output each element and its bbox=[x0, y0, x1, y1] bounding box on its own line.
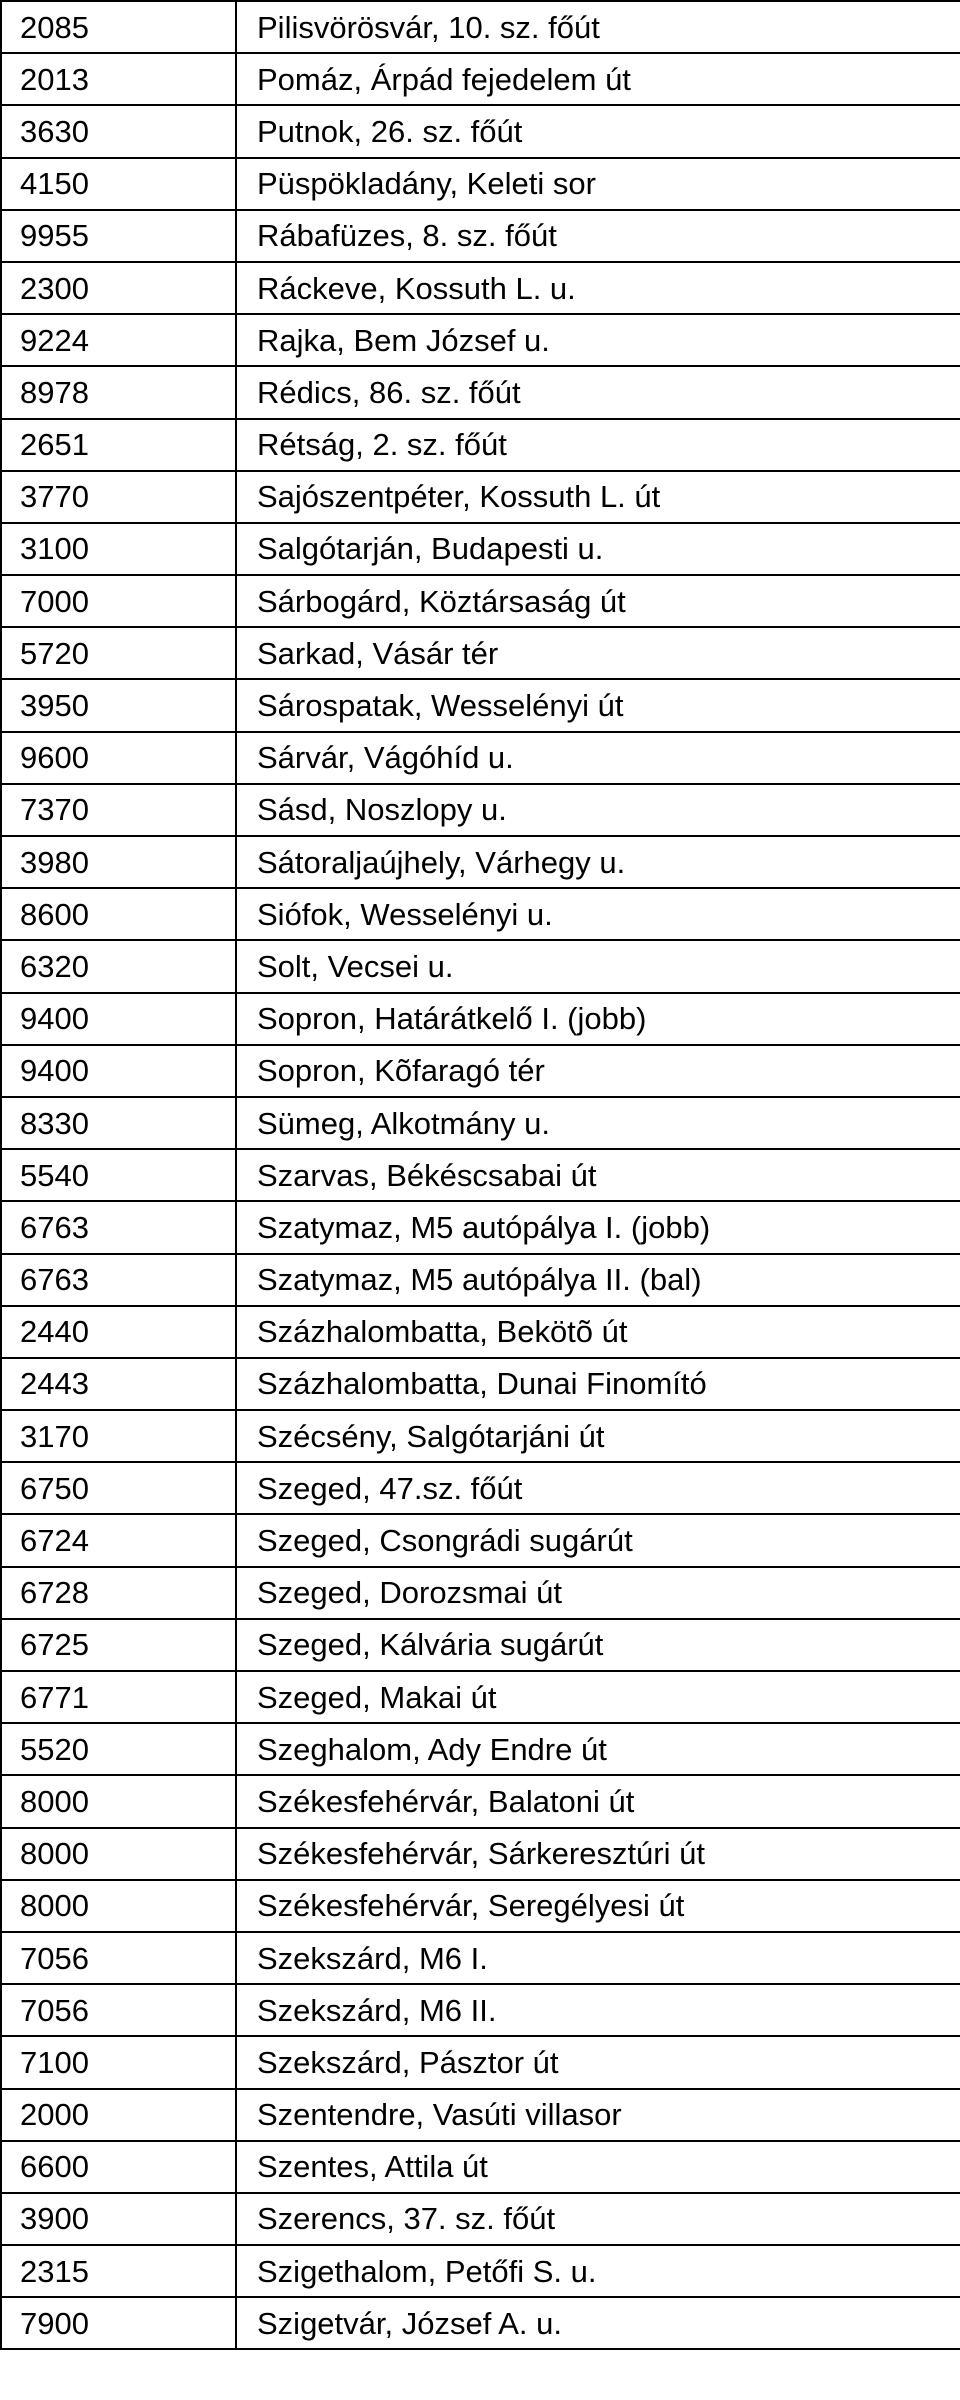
postal-code-cell: 6725 bbox=[1, 1619, 236, 1671]
table-row bbox=[1, 836, 960, 888]
table-row bbox=[1, 1254, 960, 1306]
table-row bbox=[1, 1984, 960, 2036]
table-row bbox=[1, 523, 960, 575]
postal-code-cell: 7000 bbox=[1, 575, 236, 627]
location-cell: Szigetvár, József A. u. bbox=[236, 2297, 960, 2349]
location-cell: Szatymaz, M5 autópálya I. (jobb) bbox=[236, 1201, 960, 1253]
table-row bbox=[1, 1671, 960, 1723]
location-cell: Székesfehérvár, Seregélyesi út bbox=[236, 1880, 960, 1932]
location-cell: Sopron, Kõfaragó tér bbox=[236, 1045, 960, 1097]
location-cell: Szigethalom, Petőfi S. u. bbox=[236, 2245, 960, 2297]
table-row bbox=[1, 993, 960, 1045]
table-row bbox=[1, 1567, 960, 1619]
postal-code-cell: 6724 bbox=[1, 1514, 236, 1566]
location-cell: Szekszárd, Pásztor út bbox=[236, 2036, 960, 2088]
postal-code-cell: 3170 bbox=[1, 1410, 236, 1462]
postal-code-cell: 6763 bbox=[1, 1201, 236, 1253]
postal-code-cell: 2085 bbox=[1, 1, 236, 53]
postal-code-cell: 2443 bbox=[1, 1358, 236, 1410]
location-cell: Putnok, 26. sz. főút bbox=[236, 105, 960, 157]
table-row bbox=[1, 1, 960, 53]
table-row bbox=[1, 1828, 960, 1880]
location-cell: Pomáz, Árpád fejedelem út bbox=[236, 53, 960, 105]
location-cell: Székesfehérvár, Sárkeresztúri út bbox=[236, 1828, 960, 1880]
postal-code-cell: 2315 bbox=[1, 2245, 236, 2297]
location-cell: Sajószentpéter, Kossuth L. út bbox=[236, 471, 960, 523]
table-row bbox=[1, 314, 960, 366]
location-cell: Székesfehérvár, Balatoni út bbox=[236, 1775, 960, 1827]
location-cell: Rajka, Bem József u. bbox=[236, 314, 960, 366]
postal-code-cell: 6763 bbox=[1, 1254, 236, 1306]
table-row bbox=[1, 2036, 960, 2088]
location-cell: Siófok, Wesselényi u. bbox=[236, 888, 960, 940]
table-row bbox=[1, 1880, 960, 1932]
location-cell: Szekszárd, M6 II. bbox=[236, 1984, 960, 2036]
table-row bbox=[1, 210, 960, 262]
table-row bbox=[1, 1045, 960, 1097]
location-cell: Szeged, Kálvária sugárút bbox=[236, 1619, 960, 1671]
location-cell: Rétság, 2. sz. főút bbox=[236, 419, 960, 471]
location-cell: Szeged, Dorozsmai út bbox=[236, 1567, 960, 1619]
postal-code-cell: 5520 bbox=[1, 1723, 236, 1775]
table-row bbox=[1, 679, 960, 731]
table-row bbox=[1, 471, 960, 523]
table-row bbox=[1, 158, 960, 210]
table-row bbox=[1, 1097, 960, 1149]
table-row bbox=[1, 1358, 960, 1410]
table-row bbox=[1, 627, 960, 679]
table-row bbox=[1, 262, 960, 314]
location-cell: Szarvas, Békéscsabai út bbox=[236, 1149, 960, 1201]
postal-code-cell: 9400 bbox=[1, 1045, 236, 1097]
postal-code-cell: 2300 bbox=[1, 262, 236, 314]
location-cell: Pilisvörösvár, 10. sz. főút bbox=[236, 1, 960, 53]
table-row bbox=[1, 732, 960, 784]
table-row bbox=[1, 1619, 960, 1671]
postal-code-cell: 7100 bbox=[1, 2036, 236, 2088]
postal-code-cell: 3770 bbox=[1, 471, 236, 523]
postal-code-cell: 4150 bbox=[1, 158, 236, 210]
location-cell: Rédics, 86. sz. főút bbox=[236, 366, 960, 418]
postal-code-cell: 8000 bbox=[1, 1775, 236, 1827]
postal-code-cell: 2651 bbox=[1, 419, 236, 471]
postal-code-cell: 6771 bbox=[1, 1671, 236, 1723]
table-row bbox=[1, 419, 960, 471]
location-cell: Szeged, Csongrádi sugárút bbox=[236, 1514, 960, 1566]
postal-code-cell: 2000 bbox=[1, 2089, 236, 2141]
table-row bbox=[1, 105, 960, 157]
postal-code-cell: 2013 bbox=[1, 53, 236, 105]
location-cell: Sarkad, Vásár tér bbox=[236, 627, 960, 679]
location-cell: Sárbogárd, Köztársaság út bbox=[236, 575, 960, 627]
postal-code-cell: 7900 bbox=[1, 2297, 236, 2349]
location-cell: Ráckeve, Kossuth L. u. bbox=[236, 262, 960, 314]
postal-code-cell: 3100 bbox=[1, 523, 236, 575]
location-cell: Sárvár, Vágóhíd u. bbox=[236, 732, 960, 784]
table-row bbox=[1, 2193, 960, 2245]
postal-code-cell: 9400 bbox=[1, 993, 236, 1045]
location-cell: Salgótarján, Budapesti u. bbox=[236, 523, 960, 575]
location-cell: Szeged, Makai út bbox=[236, 1671, 960, 1723]
postal-code-cell: 7370 bbox=[1, 784, 236, 836]
location-cell: Szeged, 47.sz. főút bbox=[236, 1462, 960, 1514]
postal-code-cell: 6320 bbox=[1, 940, 236, 992]
location-cell: Százhalombatta, Dunai Finomító bbox=[236, 1358, 960, 1410]
table-row bbox=[1, 888, 960, 940]
table-row bbox=[1, 1723, 960, 1775]
location-cell: Százhalombatta, Bekötõ út bbox=[236, 1306, 960, 1358]
table-row bbox=[1, 1410, 960, 1462]
location-cell: Szentes, Attila út bbox=[236, 2141, 960, 2193]
postal-code-cell: 9224 bbox=[1, 314, 236, 366]
location-cell: Sümeg, Alkotmány u. bbox=[236, 1097, 960, 1149]
postal-code-cell: 6600 bbox=[1, 2141, 236, 2193]
table-row bbox=[1, 2245, 960, 2297]
postal-code-cell: 9955 bbox=[1, 210, 236, 262]
table-row bbox=[1, 1775, 960, 1827]
location-cell: Sopron, Határátkelő I. (jobb) bbox=[236, 993, 960, 1045]
postal-code-cell: 3950 bbox=[1, 679, 236, 731]
location-cell: Szeghalom, Ady Endre út bbox=[236, 1723, 960, 1775]
postal-code-cell: 6728 bbox=[1, 1567, 236, 1619]
postal-code-cell: 8600 bbox=[1, 888, 236, 940]
location-cell: Sárospatak, Wesselényi út bbox=[236, 679, 960, 731]
location-cell: Szatymaz, M5 autópálya II. (bal) bbox=[236, 1254, 960, 1306]
table-row bbox=[1, 1514, 960, 1566]
table-row bbox=[1, 1462, 960, 1514]
postal-code-cell: 8978 bbox=[1, 366, 236, 418]
table-row bbox=[1, 1932, 960, 1984]
postal-code-cell: 8330 bbox=[1, 1097, 236, 1149]
table-row bbox=[1, 784, 960, 836]
table-row bbox=[1, 1306, 960, 1358]
postal-code-cell: 6750 bbox=[1, 1462, 236, 1514]
table-row bbox=[1, 2141, 960, 2193]
location-cell: Sásd, Noszlopy u. bbox=[236, 784, 960, 836]
table-row bbox=[1, 575, 960, 627]
location-cell: Püspökladány, Keleti sor bbox=[236, 158, 960, 210]
table-row bbox=[1, 53, 960, 105]
location-cell: Rábafüzes, 8. sz. főút bbox=[236, 210, 960, 262]
table-row bbox=[1, 940, 960, 992]
location-cell: Szerencs, 37. sz. főút bbox=[236, 2193, 960, 2245]
location-cell: Szentendre, Vasúti villasor bbox=[236, 2089, 960, 2141]
table-body bbox=[1, 1, 960, 2349]
location-cell: Szécsény, Salgótarjáni út bbox=[236, 1410, 960, 1462]
table-row bbox=[1, 1201, 960, 1253]
table-row bbox=[1, 366, 960, 418]
location-cell: Sátoraljaújhely, Várhegy u. bbox=[236, 836, 960, 888]
location-cell: Szekszárd, M6 I. bbox=[236, 1932, 960, 1984]
postal-code-cell: 8000 bbox=[1, 1828, 236, 1880]
postal-code-cell: 7056 bbox=[1, 1932, 236, 1984]
location-cell: Solt, Vecsei u. bbox=[236, 940, 960, 992]
postal-code-cell: 2440 bbox=[1, 1306, 236, 1358]
table-row bbox=[1, 2297, 960, 2349]
postal-code-cell: 8000 bbox=[1, 1880, 236, 1932]
postal-code-cell: 7056 bbox=[1, 1984, 236, 2036]
postal-code-cell: 3980 bbox=[1, 836, 236, 888]
postal-code-cell: 9600 bbox=[1, 732, 236, 784]
postal-code-cell: 5540 bbox=[1, 1149, 236, 1201]
postal-code-cell: 5720 bbox=[1, 627, 236, 679]
postal-code-cell: 3630 bbox=[1, 105, 236, 157]
table-row bbox=[1, 1149, 960, 1201]
table-row bbox=[1, 2089, 960, 2141]
postal-code-cell: 3900 bbox=[1, 2193, 236, 2245]
